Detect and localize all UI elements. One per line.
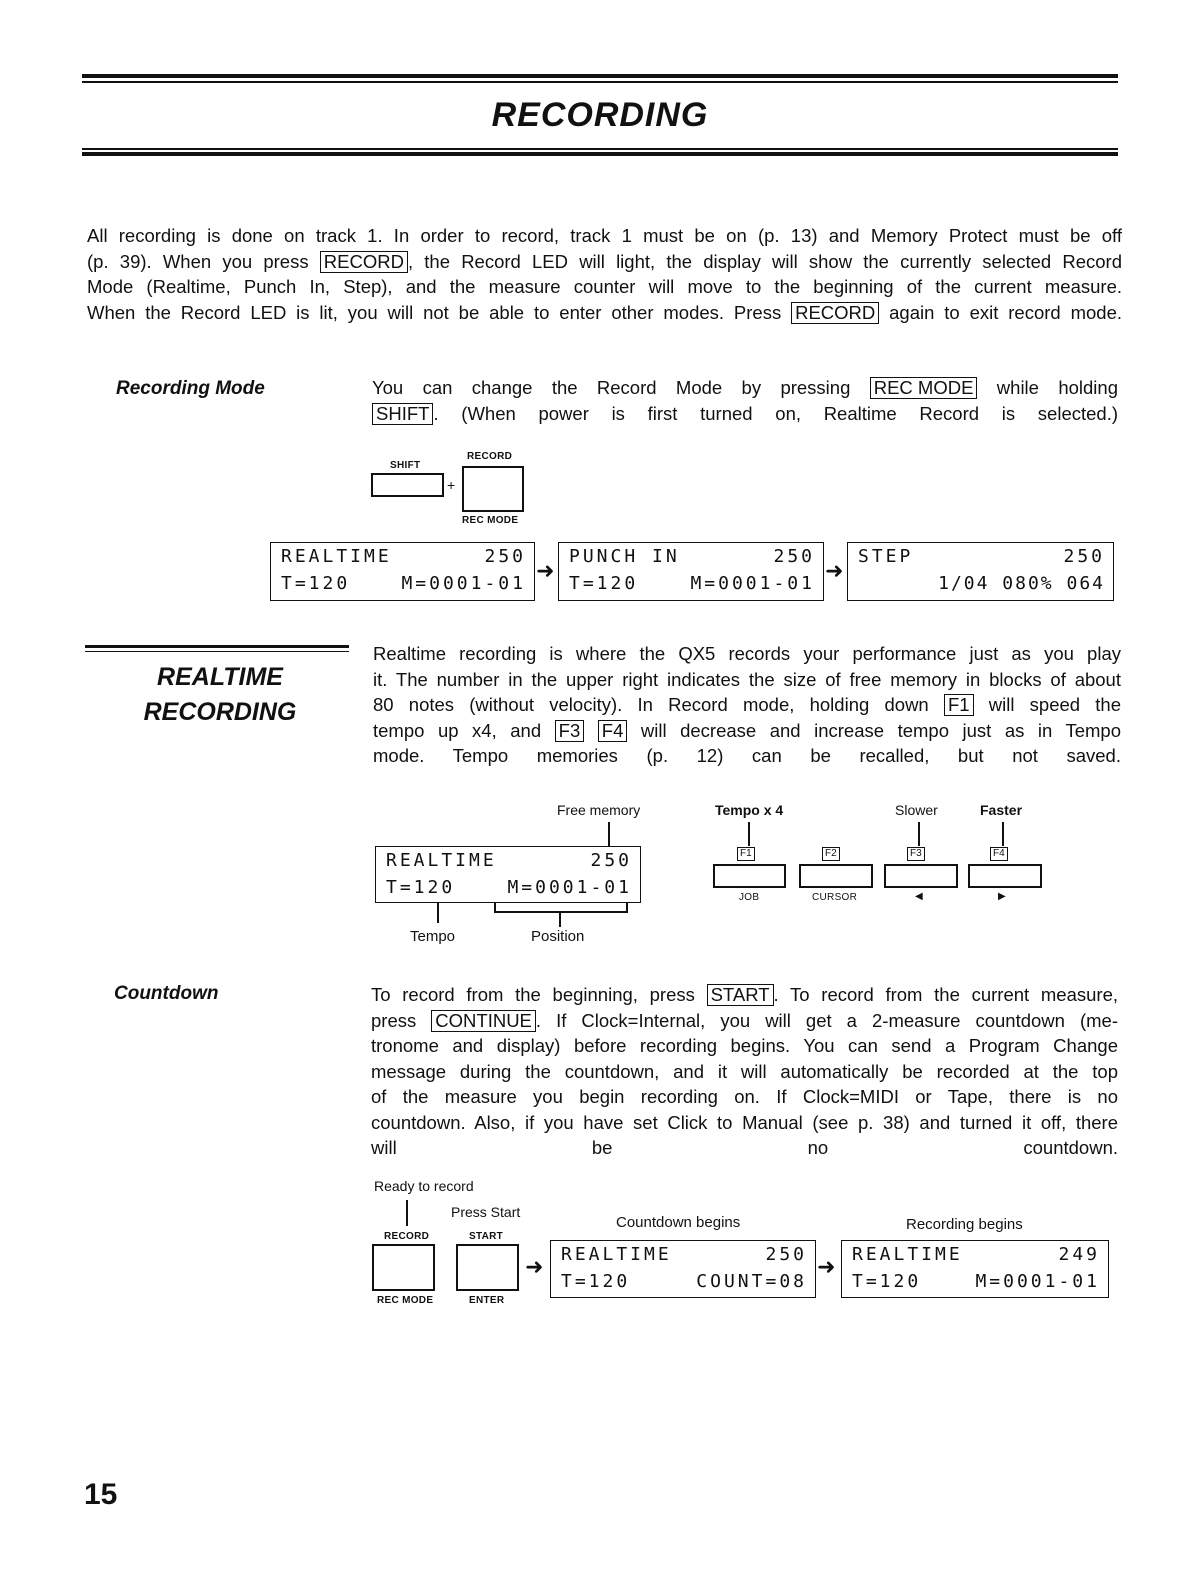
top-rule-thin: [82, 81, 1118, 83]
tempo-x4-label: Tempo x 4: [715, 802, 784, 818]
display-punch-in: PUNCH IN 250 T=120 M=0001-01: [558, 542, 824, 601]
position-pointer: [559, 911, 561, 927]
arrow-right-icon: ➜: [536, 558, 555, 583]
realtime-recording-heading: REALTIME RECORDING: [143, 663, 297, 726]
recording-mode-line-1: You can change the Record Mode by pressing REC MODE while holding: [372, 377, 1118, 398]
record-button-2: [372, 1244, 435, 1291]
job-label: JOB: [739, 892, 760, 903]
f2-key-label: F2: [822, 847, 840, 861]
f4-pointer: [1002, 822, 1004, 846]
press-start-label: Press Start: [451, 1204, 521, 1220]
tempo-label: Tempo: [410, 928, 456, 945]
realtime-line-3: 80 notes (without velocity). In Record mode, holding down F1 will speed the: [373, 694, 1121, 715]
f2-button[interactable]: [799, 864, 873, 888]
f1-key-label: F1: [737, 847, 755, 861]
record-key: RECORD: [791, 302, 879, 324]
realtime-paragraph: [373, 641, 1121, 769]
countdown-begins-label: Countdown begins: [616, 1214, 741, 1231]
recmode-label: REC MODE: [462, 515, 519, 526]
intro-line-4: When the Record LED is lit, you will not be able to enter other modes. Press RECORD again to exit record mode.: [87, 301, 1122, 323]
position-bracket-left: [494, 903, 496, 913]
start-label: START: [469, 1231, 504, 1242]
f3-key-label: F3: [907, 847, 925, 861]
title-rule-thin: [82, 148, 1118, 150]
ready-label: Ready to record: [374, 1178, 474, 1194]
tempo-pointer: [437, 903, 439, 923]
recmode-label-2: REC MODE: [377, 1295, 434, 1306]
countdown-line-1: To record from the beginning, press START . To record from the current measure,: [371, 984, 1118, 1005]
display-step: STEP 250 1/04 080% 064: [847, 542, 1114, 601]
free-memory-pointer: [608, 822, 610, 846]
free-memory-label: Free memory: [557, 802, 641, 818]
page-number: 15: [84, 1478, 118, 1511]
section-rule-thick: [85, 645, 349, 648]
f4-button[interactable]: [968, 864, 1042, 888]
display-realtime-annotated: REALTIME 250 T=120 M=0001-01: [375, 846, 641, 903]
countdown-line-6: countdown. Also, if you have set Click to Manual (see p. 38) and turned it off, there: [371, 1111, 1118, 1133]
f4-key-label: F4: [990, 847, 1008, 861]
intro-line-2: (p. 39). When you press RECORD , the Record LED will light, the display will show the currently selected Record: [87, 250, 1123, 272]
continue-key: CONTINUE: [431, 1010, 536, 1032]
countdown-line-4: message during the countdown, and it will automatically be recorded at the top: [371, 1060, 1118, 1082]
display-recording: REALTIME 249 T=120 M=0001-01: [841, 1240, 1109, 1298]
countdown-paragraph: [371, 982, 1118, 1161]
plus-sign: +: [447, 477, 456, 493]
cursor-label: CURSOR: [812, 892, 858, 903]
right-triangle-icon: ▶: [998, 891, 1006, 902]
f1-key: F1: [944, 694, 974, 716]
record-label: RECORD: [467, 451, 513, 462]
start-key: START: [707, 984, 774, 1006]
slower-label: Slower: [895, 802, 938, 818]
arrow-right-icon: ➜: [525, 1254, 544, 1279]
countdown-line-7: will be no countdown.: [371, 1137, 1118, 1158]
title-rule-thick: [82, 152, 1118, 156]
intro-paragraph: [87, 223, 1122, 325]
position-bracket-right: [626, 903, 628, 913]
arrow-right-icon: ➜: [825, 558, 844, 583]
intro-line-3: Mode (Realtime, Punch In, Step), and the measure counter will move to the beginning of the current measure.: [87, 276, 1122, 297]
recording-mode-paragraph: [372, 375, 1118, 426]
countdown-line-3: tronome and display) before recording begins. You can send a Program Change: [371, 1035, 1118, 1056]
record-key: RECORD: [320, 251, 408, 273]
display-realtime: REALTIME 250 T=120 M=0001-01: [270, 542, 535, 601]
start-button: [456, 1244, 519, 1291]
enter-label: ENTER: [469, 1295, 505, 1306]
recording-mode-line-2: SHIFT . (When power is first turned on, Realtime Record is selected.): [372, 401, 1118, 427]
f3-pointer: [918, 822, 920, 846]
left-triangle-icon: ◀: [915, 891, 923, 902]
page-title: RECORDING: [491, 96, 709, 134]
f4-key: F4: [598, 720, 628, 742]
realtime-line-1: Realtime recording is where the QX5 records your performance just as you play: [373, 643, 1121, 664]
shift-button: [371, 473, 444, 497]
f1-pointer: [748, 822, 750, 846]
shift-key: SHIFT: [372, 403, 433, 425]
f1-button[interactable]: [713, 864, 786, 888]
f3-button[interactable]: [884, 864, 958, 888]
countdown-heading: Countdown: [114, 983, 219, 1004]
record-label-2: RECORD: [384, 1231, 430, 1242]
position-bracket: [494, 911, 628, 913]
record-button: [462, 466, 524, 512]
arrow-right-icon: ➜: [817, 1254, 836, 1279]
ready-pointer: [406, 1200, 408, 1226]
countdown-line-2: press CONTINUE . If Clock=Internal, you will get a 2-measure countdown (me-: [371, 1009, 1118, 1031]
countdown-line-5: of the measure you begin recording on. If Clock=MIDI or Tape, there is no: [371, 1086, 1118, 1107]
shift-label: SHIFT: [390, 460, 421, 471]
position-label: Position: [531, 928, 585, 945]
intro-line-1: All recording is done on track 1. In order to record, track 1 must be on (p. 13) and Memory Protect must be off: [87, 225, 1122, 246]
rec-mode-key: REC MODE: [870, 377, 978, 399]
realtime-line-4: tempo up x4, and F3 F4 will decrease and increase tempo just as in Tempo: [373, 719, 1121, 741]
faster-label: Faster: [980, 802, 1023, 818]
recording-mode-heading: Recording Mode: [116, 378, 265, 399]
realtime-line-5: mode. Tempo memories (p. 12) can be recalled, but not saved.: [373, 745, 1121, 766]
top-rule-thick: [82, 74, 1118, 78]
display-countdown: REALTIME 250 T=120 COUNT=08: [550, 1240, 816, 1298]
recording-begins-label: Recording begins: [906, 1216, 1023, 1233]
f3-key: F3: [555, 720, 585, 742]
realtime-line-2: it. The number in the upper right indicates the size of free memory in blocks of about: [373, 668, 1121, 690]
section-rule-thin: [85, 651, 349, 652]
